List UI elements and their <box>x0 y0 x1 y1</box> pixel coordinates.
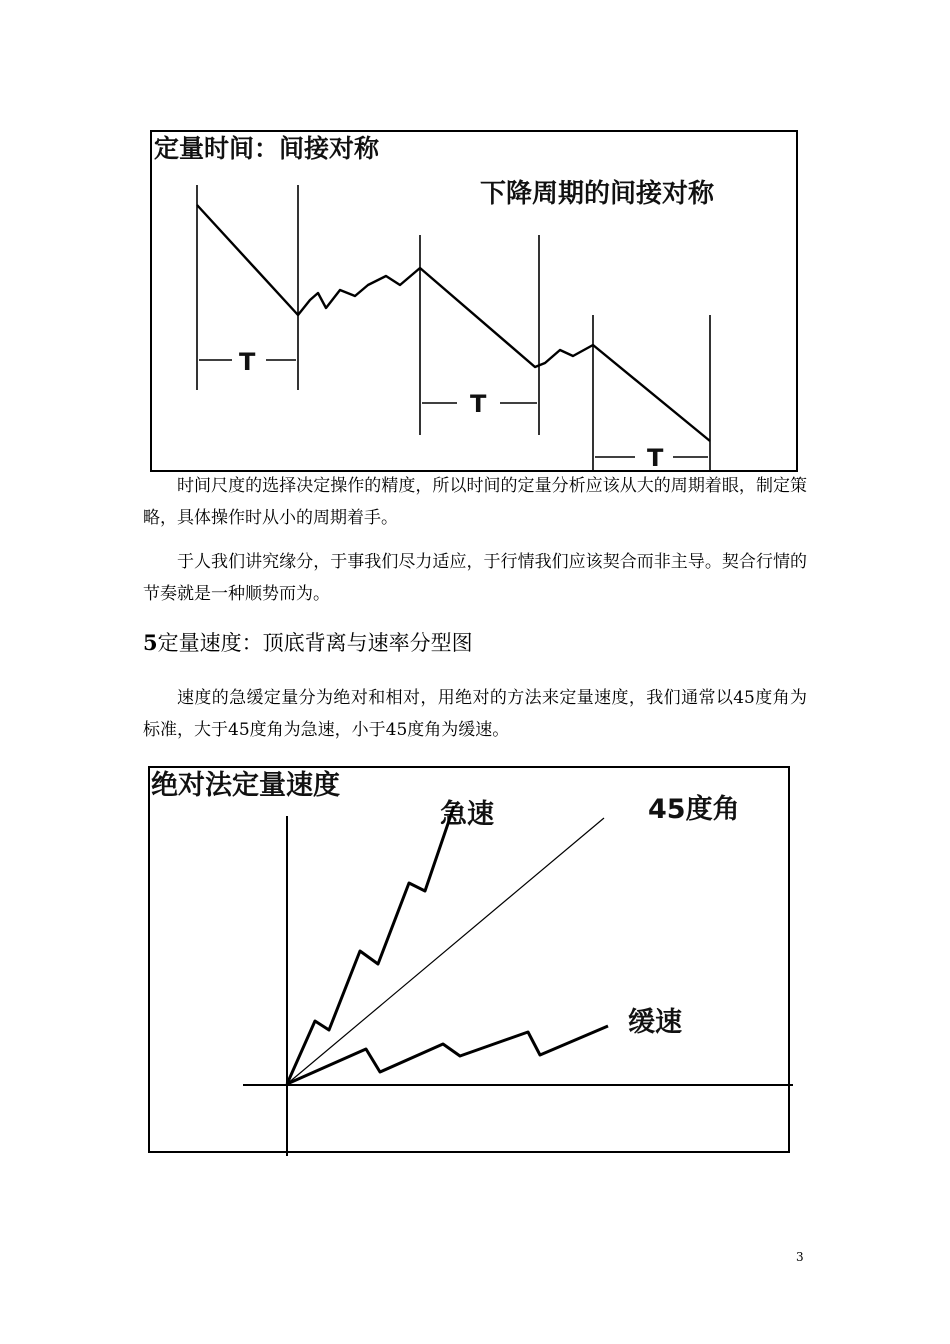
section-heading <box>143 628 473 658</box>
label-45-degree: 45度角 <box>648 794 740 825</box>
figure-time-symmetry-svg <box>150 130 800 475</box>
section-title: 定量速度：顶底背离与速率分型图 <box>157 631 473 655</box>
fast-speed-path <box>287 806 454 1084</box>
interval-label-t: T <box>239 348 256 376</box>
label-slow: 缓速 <box>628 1007 682 1038</box>
label-fast: 急速 <box>440 799 494 830</box>
figure-absolute-speed <box>148 766 796 1156</box>
figure-title: 定量时间：间接对称 <box>154 134 380 163</box>
paragraph-time-scale: 时间尺度的选择决定操作的精度，所以时间的定量分析应该从大的周期着眼，制定策略，具体操作时从小的周期着手。 <box>143 476 807 528</box>
figure-subtitle: 下降周期的间接对称 <box>480 179 715 209</box>
figure-time-symmetry <box>150 130 800 475</box>
price-path <box>197 205 710 441</box>
interval-label-t: T <box>647 444 664 472</box>
interval-label-t: T <box>470 390 487 418</box>
page-number: 3 <box>796 1250 804 1264</box>
paragraph-fit-market: 于人我们讲究缘分，于事我们尽力适应，于行情我们应该契合而非主导。契合行情的节奏就是一种顺势而为。 <box>143 552 807 604</box>
paragraph-speed-definition: 速度的急缓定量分为绝对和相对，用绝对的方法来定量速度，我们通常以45度角为标准，大于45度角为急速，小于45度角为缓速。 <box>143 688 807 740</box>
slow-speed-path <box>287 1026 608 1084</box>
section-number: 5 <box>143 630 158 655</box>
figure-title: 绝对法定量速度 <box>151 770 340 801</box>
figure-absolute-speed-svg <box>148 766 796 1156</box>
